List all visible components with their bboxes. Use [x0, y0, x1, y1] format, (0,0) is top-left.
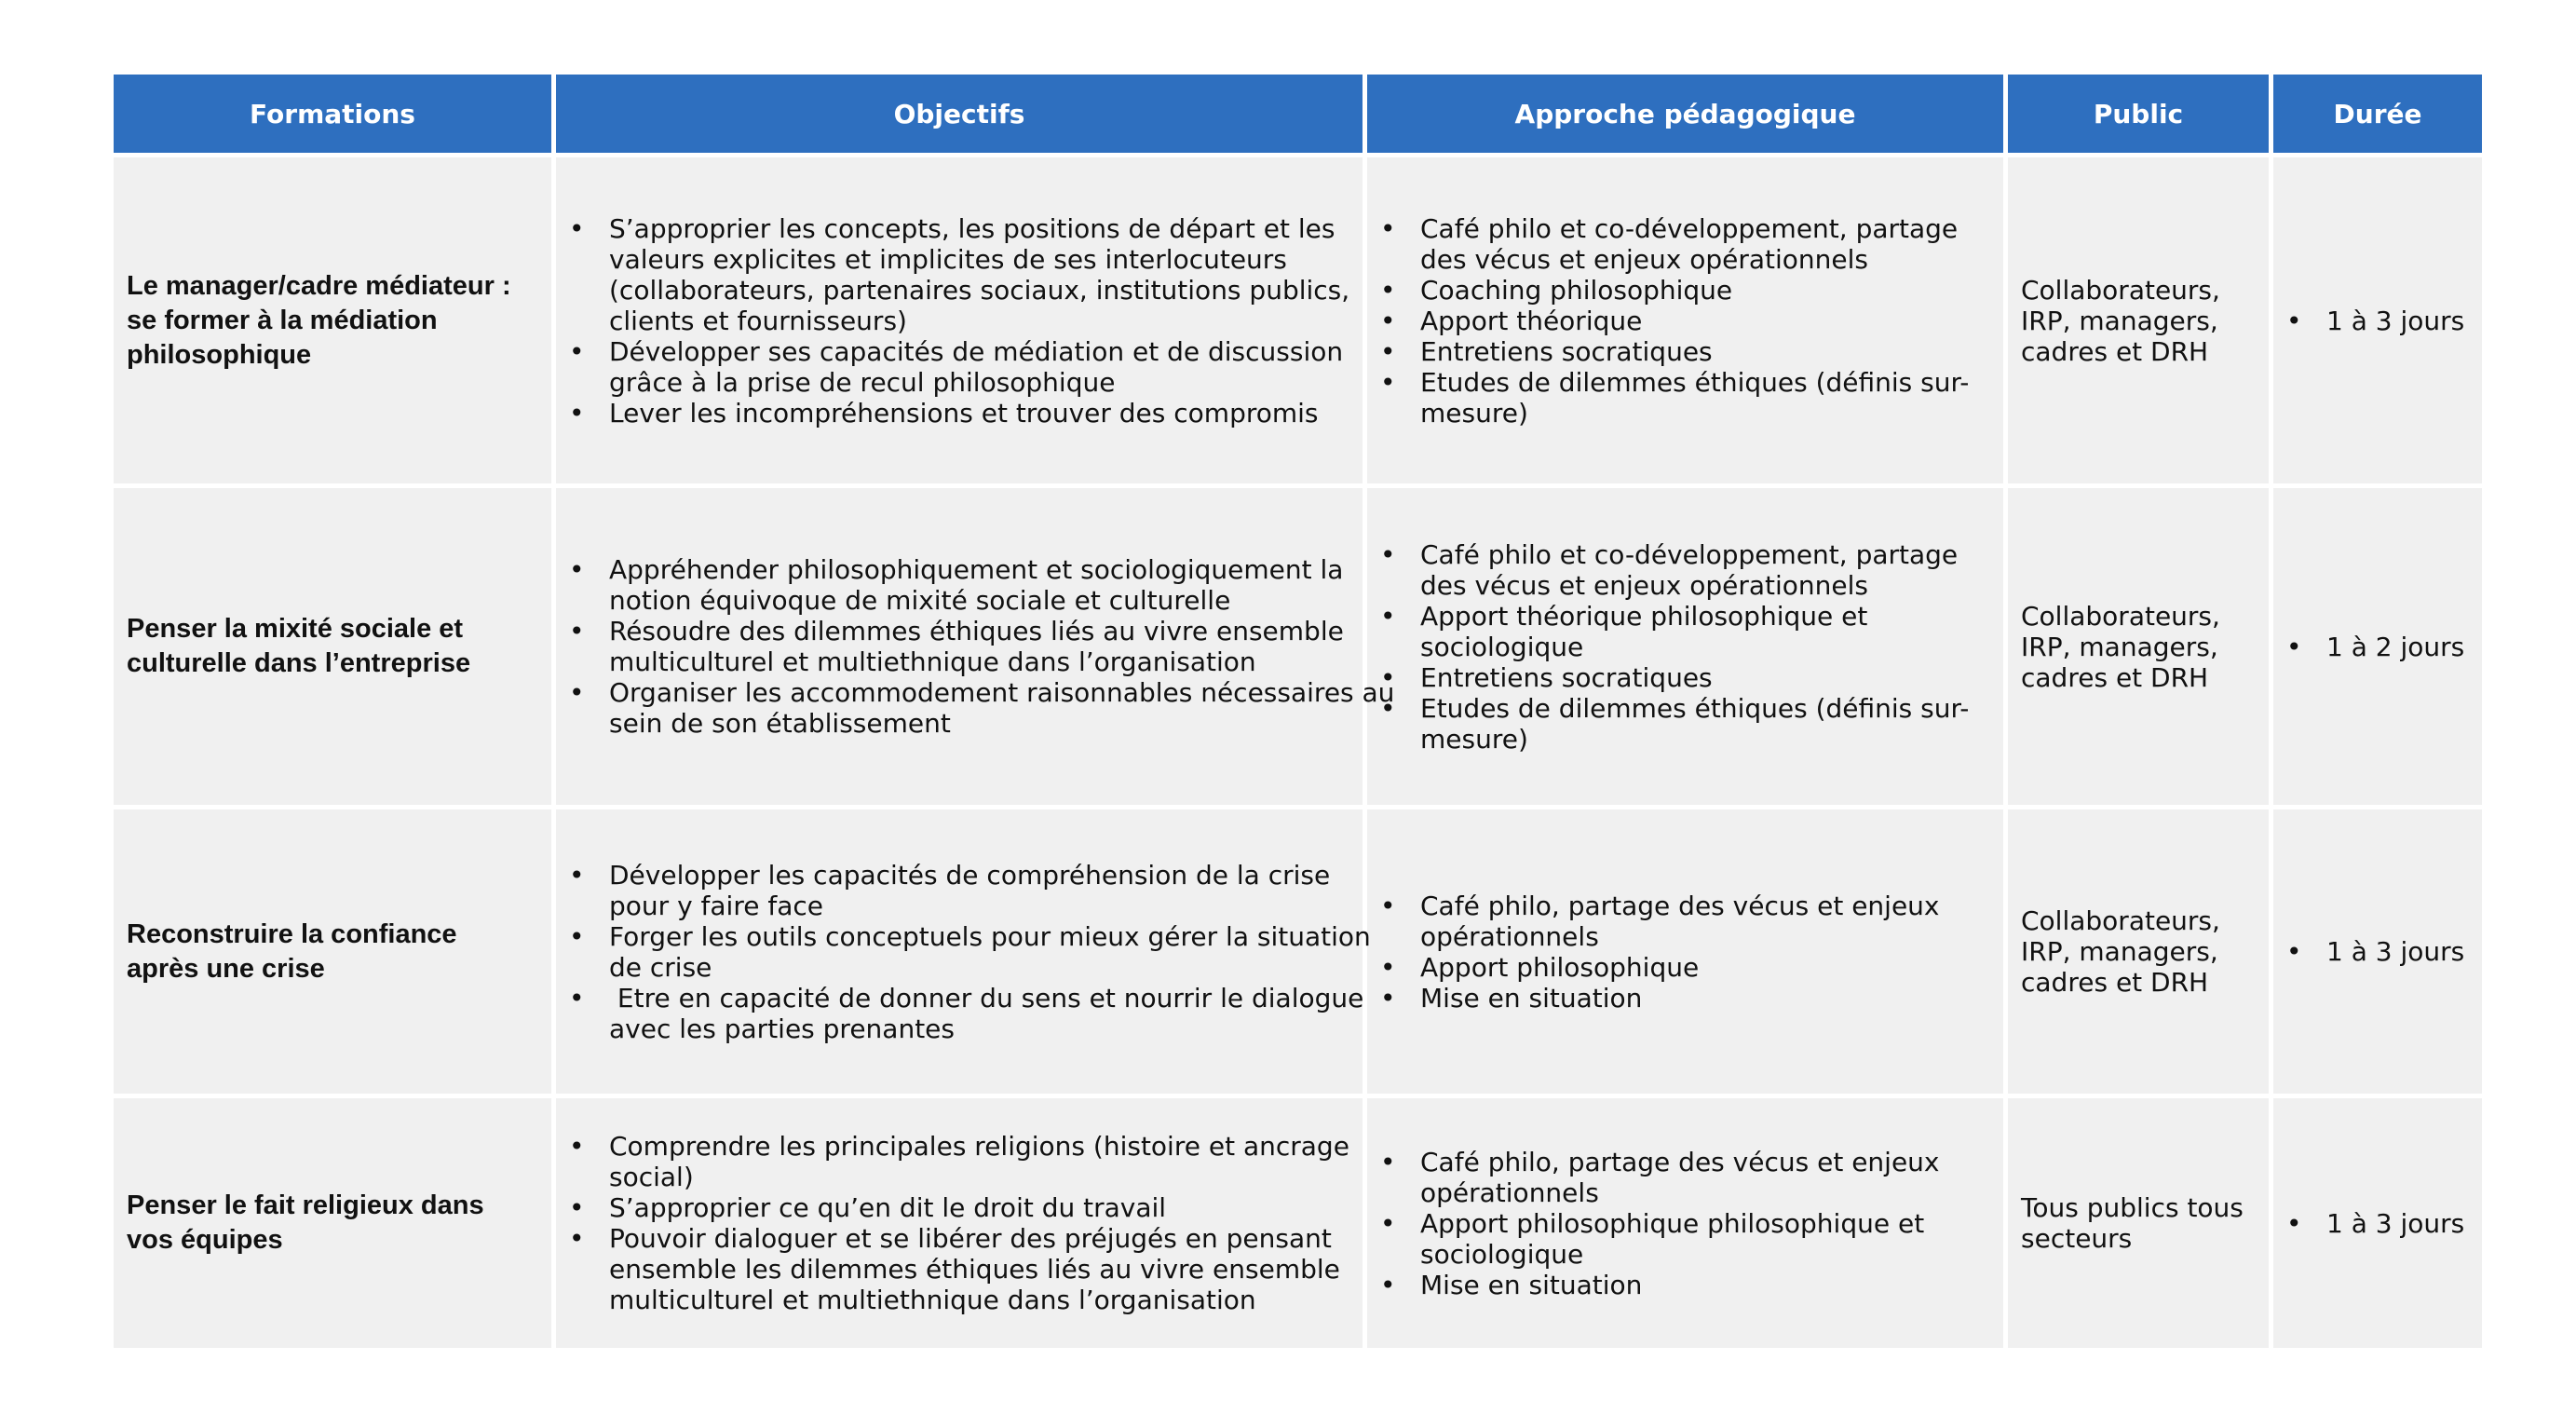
objectif-item [569, 982, 1364, 1044]
text-line: Penser le fait religieux dans [127, 1190, 484, 1220]
duree-cell [2273, 809, 2482, 1094]
text-line: clients et fournisseurs) [609, 305, 907, 336]
approche-item [1380, 693, 1990, 755]
text-line: vos équipes [127, 1225, 283, 1255]
text-line: sociologique [1420, 1238, 1584, 1270]
approche-item-list [1380, 1147, 1990, 1300]
approche-cell [1367, 488, 2003, 805]
text-line: Forger les outils conceptuels pour mieux gérer la situation [609, 920, 1371, 952]
formation-cell [114, 488, 551, 805]
text-line: philosophique [127, 339, 312, 370]
approche-cell [1367, 1098, 2003, 1348]
header-formations: Formations [114, 75, 551, 153]
formation-cell [114, 157, 551, 483]
public-cell [2008, 157, 2269, 483]
header-objectifs: Objectifs [556, 75, 1363, 153]
objectif-item [569, 398, 1349, 428]
text-line: après une crise [127, 953, 325, 984]
text-line: multiculturel et multiethnique dans l’organisation [609, 1285, 1256, 1315]
text-line: Apport philosophique philosophique et [1420, 1207, 1925, 1239]
objectif-item-list [569, 1131, 1349, 1315]
text-line: S’approprier ce qu’en dit le droit du travail [609, 1192, 1167, 1223]
text-line: IRP, managers, [2021, 305, 2218, 336]
text-line: Comprendre les principales religions (histoire et ancrage [609, 1131, 1349, 1162]
formation-cell [114, 1098, 551, 1348]
text-line: multiculturel et multiethnique dans l’organisation [609, 646, 1256, 677]
approche-item [1380, 601, 1990, 662]
duree-item: • 1 à 3 jours [2286, 936, 2469, 967]
text-line: secteurs [2021, 1223, 2133, 1254]
objectif-item [569, 1223, 1349, 1315]
formation-title [127, 918, 457, 986]
objectif-item [569, 616, 1349, 677]
text-line: social) [609, 1162, 694, 1192]
text-line: mesure) [1420, 397, 1528, 428]
text-line: Etudes de dilemmes éthiques (définis sur- [1420, 366, 1970, 398]
text-line: Café philo, partage des vécus et enjeux [1420, 890, 1940, 921]
approche-item [1380, 336, 1990, 367]
approche-cell [1367, 157, 2003, 483]
approche-item [1380, 1270, 1990, 1300]
duree-list [2286, 632, 2469, 662]
text-line: IRP, managers, [2021, 631, 2218, 662]
text-line: Entretiens socratiques [1420, 335, 1713, 367]
text-line: cadres et DRH [2021, 661, 2209, 693]
approche-item-list [1380, 891, 1990, 1013]
formation-cell [114, 809, 551, 1094]
header-approche-pedagogique: Approche pédagogique [1367, 75, 2003, 153]
text-line: grâce à la prise de recul philosophique [609, 366, 1116, 398]
text-line: Reconstruire la confiance [127, 918, 457, 949]
objectif-item-list [569, 859, 1371, 1044]
text-line: Appréhender philosophiquement et sociologiquement la [609, 554, 1344, 585]
text-line: Résoudre des dilemmes éthiques liés au vivre ensemble [609, 616, 1344, 646]
text-line: Collaborateurs, [2021, 600, 2220, 632]
text-line: cadres et DRH [2021, 967, 2209, 998]
objectifs-cell [556, 809, 1371, 1094]
text-line: Etre en capacité de donner du sens et nourrir le dialogue [609, 982, 1364, 1013]
text-line: pour y faire face [609, 890, 823, 921]
text-line: Développer ses capacités de médiation et de discussion [609, 335, 1344, 367]
text-line: notion équivoque de mixité sociale et culturelle [609, 585, 1231, 616]
text-line: opérationnels [1420, 1177, 1599, 1208]
text-line: Café philo et co-développement, partage [1420, 212, 1959, 244]
approche-item [1380, 952, 1990, 983]
public-text [2021, 601, 2220, 693]
formation-title [127, 269, 511, 373]
public-text [2021, 275, 2220, 367]
objectif-item-list [569, 554, 1395, 739]
objectif-item [569, 336, 1349, 398]
duree-cell [2273, 488, 2482, 805]
text-line: sein de son établissement [609, 708, 951, 739]
public-text [2021, 905, 2220, 998]
text-line: mesure) [1420, 723, 1528, 755]
approche-item [1380, 213, 1990, 275]
text-line: Café philo, partage des vécus et enjeux [1420, 1146, 1940, 1177]
text-line: Penser la mixité sociale et [127, 614, 464, 644]
formation-title [127, 1189, 484, 1258]
public-cell [2008, 809, 2269, 1094]
text-line: Collaborateurs, [2021, 905, 2220, 936]
text-line: ensemble les dilemmes éthiques liés au vivre ensemble [609, 1254, 1340, 1285]
duree-list [2286, 936, 2469, 967]
text-line: Tous publics tous [2021, 1192, 2244, 1223]
text-line: Pouvoir dialoguer et se libérer des préjugés en pensant [609, 1223, 1332, 1254]
objectif-item [569, 920, 1371, 983]
text-line: S’approprier les concepts, les positions de départ et les [609, 212, 1335, 244]
duree-item: • 1 à 2 jours [2286, 632, 2469, 662]
text-line: sociologique [1420, 631, 1584, 662]
objectif-item [569, 1131, 1349, 1192]
text-line: Développer les capacités de compréhension de la crise [609, 859, 1331, 891]
objectifs-cell [556, 157, 1363, 483]
text-line: (collaborateurs, partenaires sociaux, institutions publics, [609, 274, 1350, 306]
training-table [114, 75, 2482, 1348]
formation-title [127, 612, 470, 681]
text-line: des vécus et enjeux opérationnels [1420, 569, 1868, 601]
text-line: valeurs explicites et implicites de ses interlocuteurs [609, 243, 1287, 275]
approche-item [1380, 662, 1990, 693]
text-line: Apport théorique philosophique et [1420, 600, 1868, 632]
approche-item-list [1380, 213, 1990, 428]
duree-list [2286, 306, 2469, 336]
text-line: Collaborateurs, [2021, 274, 2220, 306]
approche-item [1380, 367, 1990, 428]
public-cell [2008, 1098, 2269, 1348]
text-line: des vécus et enjeux opérationnels [1420, 243, 1868, 275]
text-line: opérationnels [1420, 920, 1599, 952]
text-line: Apport théorique [1420, 305, 1643, 336]
text-line: Le manager/cadre médiateur : [127, 270, 511, 301]
text-line: avec les parties prenantes [609, 1013, 955, 1044]
objectifs-cell [556, 1098, 1363, 1348]
objectifs-cell [556, 488, 1395, 805]
text-line: se former à la médiation [127, 305, 438, 335]
text-line: Entretiens socratiques [1420, 661, 1713, 693]
approche-item [1380, 1147, 1990, 1208]
approche-cell [1367, 809, 2003, 1094]
objectif-item [569, 213, 1349, 336]
public-cell [2008, 488, 2269, 805]
text-line: de crise [609, 951, 712, 983]
text-line: cadres et DRH [2021, 335, 2209, 367]
duree-list [2286, 1208, 2469, 1239]
approche-item [1380, 1208, 1990, 1270]
duree-cell [2273, 157, 2482, 483]
approche-item-list [1380, 539, 1990, 755]
approche-item [1380, 306, 1990, 336]
text-line: Mise en situation [1420, 982, 1643, 1013]
text-line: Organiser les accommodement raisonnables nécessaires au [609, 677, 1395, 708]
text-line: Café philo et co-développement, partage [1420, 538, 1959, 570]
duree-item: • 1 à 3 jours [2286, 1208, 2469, 1239]
text-line: IRP, managers, [2021, 936, 2218, 967]
approche-item [1380, 539, 1990, 601]
text-line: culturelle dans l’entreprise [127, 648, 471, 678]
text-line: Apport philosophique [1420, 951, 1700, 983]
text-line: Mise en situation [1420, 1269, 1643, 1300]
duree-cell [2273, 1098, 2482, 1348]
approche-item [1380, 983, 1990, 1013]
duree-item: • 1 à 3 jours [2286, 306, 2469, 336]
header-public: Public [2008, 75, 2269, 153]
objectif-item [569, 677, 1395, 739]
objectif-item [569, 554, 1349, 616]
text-line: Etudes de dilemmes éthiques (définis sur- [1420, 692, 1970, 724]
objectif-item-list [569, 213, 1349, 428]
public-text [2021, 1192, 2244, 1254]
header-duree: Durée [2273, 75, 2482, 153]
objectif-item [569, 1192, 1349, 1223]
text-line: Lever les incompréhensions et trouver des compromis [609, 397, 1319, 428]
approche-item [1380, 275, 1990, 306]
text-line: Coaching philosophique [1420, 274, 1733, 306]
objectif-item [569, 860, 1349, 921]
approche-item [1380, 891, 1990, 952]
